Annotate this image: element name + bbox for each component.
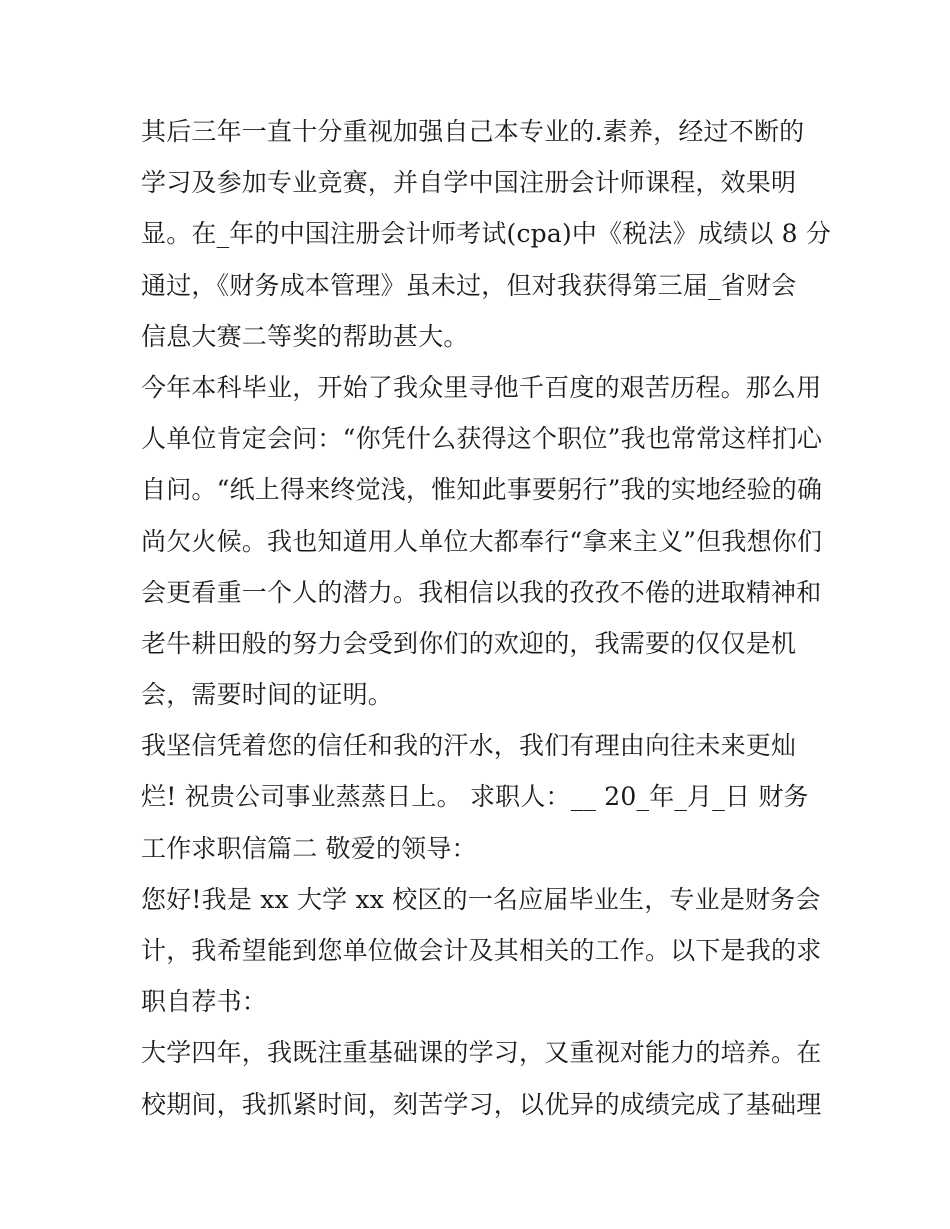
text-line: 自问。“纸上得来终觉浅，惟知此事要躬行”我的实地经验的确 [141,475,823,505]
text-line: 校期间，我抓紧时间，刻苦学习，以优异的成绩完成了基础理 [141,1089,822,1119]
text-line: 尚欠火候。我也知道用人单位大都奉行“拿来主义”但我想你们 [141,526,823,556]
text-line: 信息大赛二等奖的帮助甚大。 [141,321,469,351]
text-line: 学习及参加专业竞赛，并自学中国注册会计师课程，效果明 [141,168,797,198]
text-line: 烂! 祝贵公司事业蒸蒸日上。 求职人：__ 20_年_月_日 财务 [141,782,809,812]
text-line: 其后三年一直十分重视加强自己本专业的.素养，经过不断的 [141,117,805,146]
text-line: 大学四年，我既注重基础课的学习，又重视对能力的培养。在 [141,1038,822,1068]
text-line: 会更看重一个人的潜力。我相信以我的孜孜不倦的进取精神和 [141,577,822,607]
document-body [141,106,832,1130]
text-line: 老牛耕田般的努力会受到你们的欢迎的，我需要的仅仅是机 [141,628,797,658]
text-line: 我坚信凭着您的信任和我的汗水，我们有理由向往未来更灿 [141,731,797,761]
text-line: 职自荐书： [141,987,268,1017]
text-line: 会，需要时间的证明。 [141,680,394,710]
text-line: 显。在_年的中国注册会计师考试(cpa)中《税法》成绩以 8 分 [141,219,832,249]
text-line: 工作求职信篇二 敬爱的领导： [141,833,477,863]
text-line: 人单位肯定会问：“你凭什么获得这个职位”我也常常这样扪心 [141,424,823,454]
text-line: 通过，《财务成本管理》虽未过，但对我获得第三届_省财会 [141,270,797,300]
text-line: 今年本科毕业，开始了我众里寻他千百度的艰苦历程。那么用 [141,372,822,402]
text-line: 计，我希望能到您单位做会计及其相关的工作。以下是我的求 [141,936,822,965]
text-line: 您好!我是 xx 大学 xx 校区的一名应届毕业生，专业是财务会 [141,884,821,914]
